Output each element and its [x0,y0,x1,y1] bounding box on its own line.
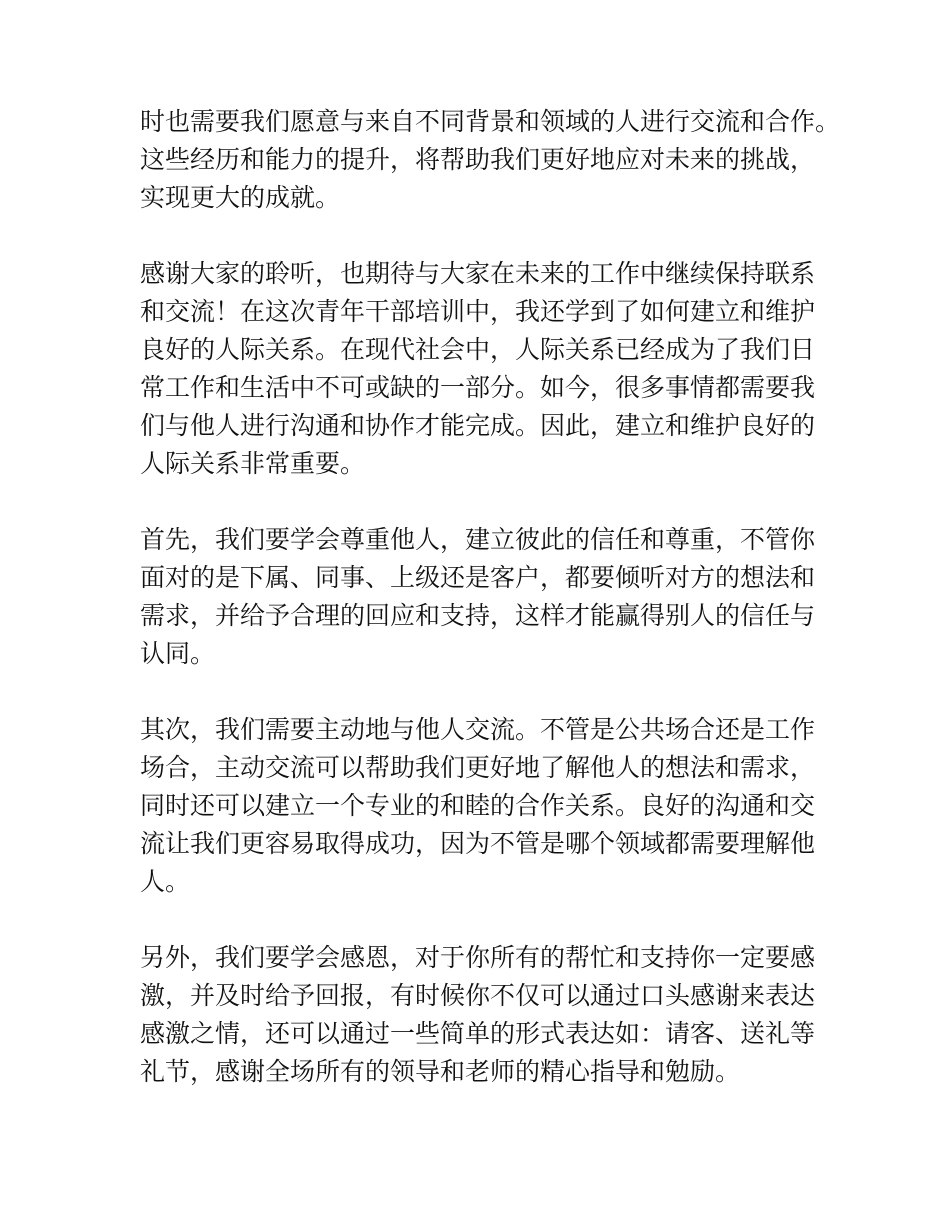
paragraph-line: 激，并及时给予回报，有时候你不仅可以通过口头感谢来表达 [140,981,816,1010]
paragraph-line: 场合，主动交流可以帮助我们更好地了解他人的想法和需求， [140,753,816,782]
paragraph-line: 其次，我们需要主动地与他人交流。不管是公共场合还是工作 [140,715,816,744]
document-body [140,103,840,1129]
paragraph-3 [140,521,840,673]
paragraph-line: 感激之情，还可以通过一些简单的形式表达如：请客、送礼等 [140,1019,816,1048]
paragraph-line: 良好的人际关系。在现代社会中，人际关系已经成为了我们日 [140,335,816,364]
paragraph-line: 流让我们更容易取得成功，因为不管是哪个领域都需要理解他 [140,829,816,858]
paragraph-line: 认同。 [140,639,216,668]
paragraph-line: 首先，我们要学会尊重他人，建立彼此的信任和尊重，不管你 [140,525,816,554]
paragraph-line: 礼节，感谢全场所有的领导和老师的精心指导和勉励。 [140,1057,741,1086]
paragraph-line: 感谢大家的聆听，也期待与大家在未来的工作中继续保持联系 [140,259,816,288]
paragraph-line: 常工作和生活中不可或缺的一部分。如今，很多事情都需要我 [140,373,816,402]
paragraph-line: 需求，并给予合理的回应和支持，这样才能赢得别人的信任与 [140,601,816,630]
paragraph-line: 实现更大的成就。 [140,183,341,212]
paragraph-line: 人。 [140,867,191,896]
paragraph-line: 同时还可以建立一个专业的和睦的合作关系。良好的沟通和交 [140,791,816,820]
paragraph-line: 面对的是下属、同事、上级还是客户，都要倾听对方的想法和 [140,563,816,592]
paragraph-line: 这些经历和能力的提升，将帮助我们更好地应对未来的挑战， [140,145,816,174]
paragraph-5 [140,939,840,1091]
paragraph-4 [140,711,840,901]
paragraph-2 [140,255,840,483]
paragraph-line: 时也需要我们愿意与来自不同背景和领域的人进行交流和合作。 [140,107,841,136]
paragraph-line: 人际关系非常重要。 [140,449,366,478]
paragraph-line: 们与他人进行沟通和协作才能完成。因此，建立和维护良好的 [140,411,816,440]
paragraph-line: 另外，我们要学会感恩，对于你所有的帮忙和支持你一定要感 [140,943,816,972]
paragraph-1 [140,103,840,217]
paragraph-line: 和交流！在这次青年干部培训中，我还学到了如何建立和维护 [140,297,816,326]
